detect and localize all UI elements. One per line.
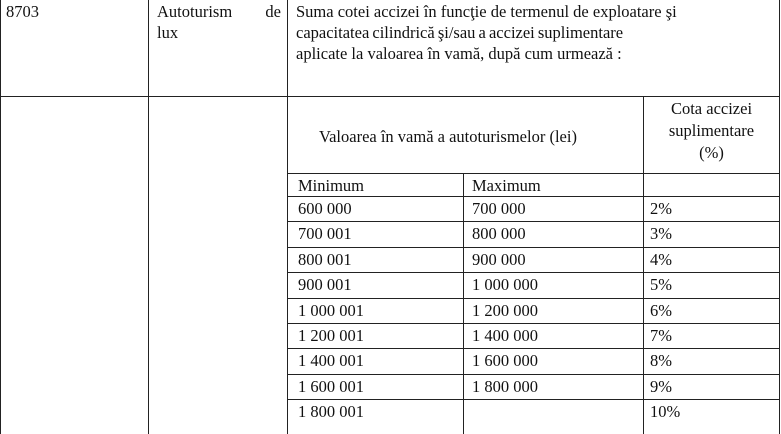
col-header-min: Minimum <box>298 176 365 195</box>
header-rate-line2: suplimentare <box>668 121 755 140</box>
max-value-cell: 800 000 <box>472 224 526 244</box>
row-line <box>287 399 780 400</box>
row-line <box>287 196 780 197</box>
min-value-cell: 1 600 001 <box>298 376 364 396</box>
max-value-cell: 1 200 000 <box>472 300 538 320</box>
col-line-code <box>148 0 149 434</box>
max-value-cell: 1 800 000 <box>472 376 538 396</box>
header-rate-line3: (%) <box>699 143 724 162</box>
description-line3: aplicate la valoarea în vamă, după cum urmează : <box>296 44 622 63</box>
rate-value-cell: 4% <box>650 249 672 269</box>
rate-value-cell: 10% <box>650 402 681 422</box>
row-line <box>287 272 780 273</box>
rate-value-cell: 6% <box>650 300 672 320</box>
min-value-cell: 1 800 001 <box>298 402 364 422</box>
row-line <box>287 348 780 349</box>
item-name-line1: Autoturism de <box>157 2 281 21</box>
min-value-cell: 900 001 <box>298 275 352 295</box>
description-line2: capacitatea cilindrică şi/sau a accizei suplimentare <box>296 23 624 42</box>
row-line <box>287 247 780 248</box>
rate-value-cell: 3% <box>650 224 672 244</box>
rate-value-cell: 7% <box>650 326 672 345</box>
min-value-cell: 1 400 001 <box>298 351 364 371</box>
min-value-cell: 1 200 001 <box>298 326 364 345</box>
col-line-right <box>779 0 780 434</box>
row-separator <box>0 96 780 97</box>
rate-value-cell: 5% <box>650 275 672 295</box>
tariff-code: 8703 <box>6 2 39 21</box>
min-value-cell: 700 001 <box>298 224 352 244</box>
description-line1: Suma cotei accizei în funcţie de termenul de exploatare şi <box>296 2 677 21</box>
max-value-cell: 1 400 000 <box>472 326 538 345</box>
col-header-max: Maximum <box>472 176 541 195</box>
min-value-cell: 800 001 <box>298 249 352 269</box>
row-line <box>287 221 780 222</box>
row-line <box>287 298 780 299</box>
item-name-line2: lux <box>157 23 179 42</box>
sub-col-line-max <box>463 173 464 434</box>
col-line-left <box>0 0 1 434</box>
col-line-item <box>287 0 288 434</box>
max-value-cell: 1 000 000 <box>472 275 538 295</box>
rate-value-cell: 2% <box>650 199 672 218</box>
max-value-cell: 1 600 000 <box>472 351 538 371</box>
rate-value-cell: 9% <box>650 376 672 396</box>
header-separator <box>287 173 780 174</box>
min-value-cell: 600 000 <box>298 199 352 218</box>
row-line <box>287 374 780 375</box>
header-rate-line1: Cota accizei <box>670 99 753 118</box>
rate-value-cell: 8% <box>650 351 672 371</box>
max-value-cell: 900 000 <box>472 249 526 269</box>
row-line <box>287 323 780 324</box>
header-value-range: Valoarea în vamă a autoturismelor (lei) <box>319 127 577 146</box>
max-value-cell: 700 000 <box>472 199 526 218</box>
min-value-cell: 1 000 001 <box>298 300 364 320</box>
